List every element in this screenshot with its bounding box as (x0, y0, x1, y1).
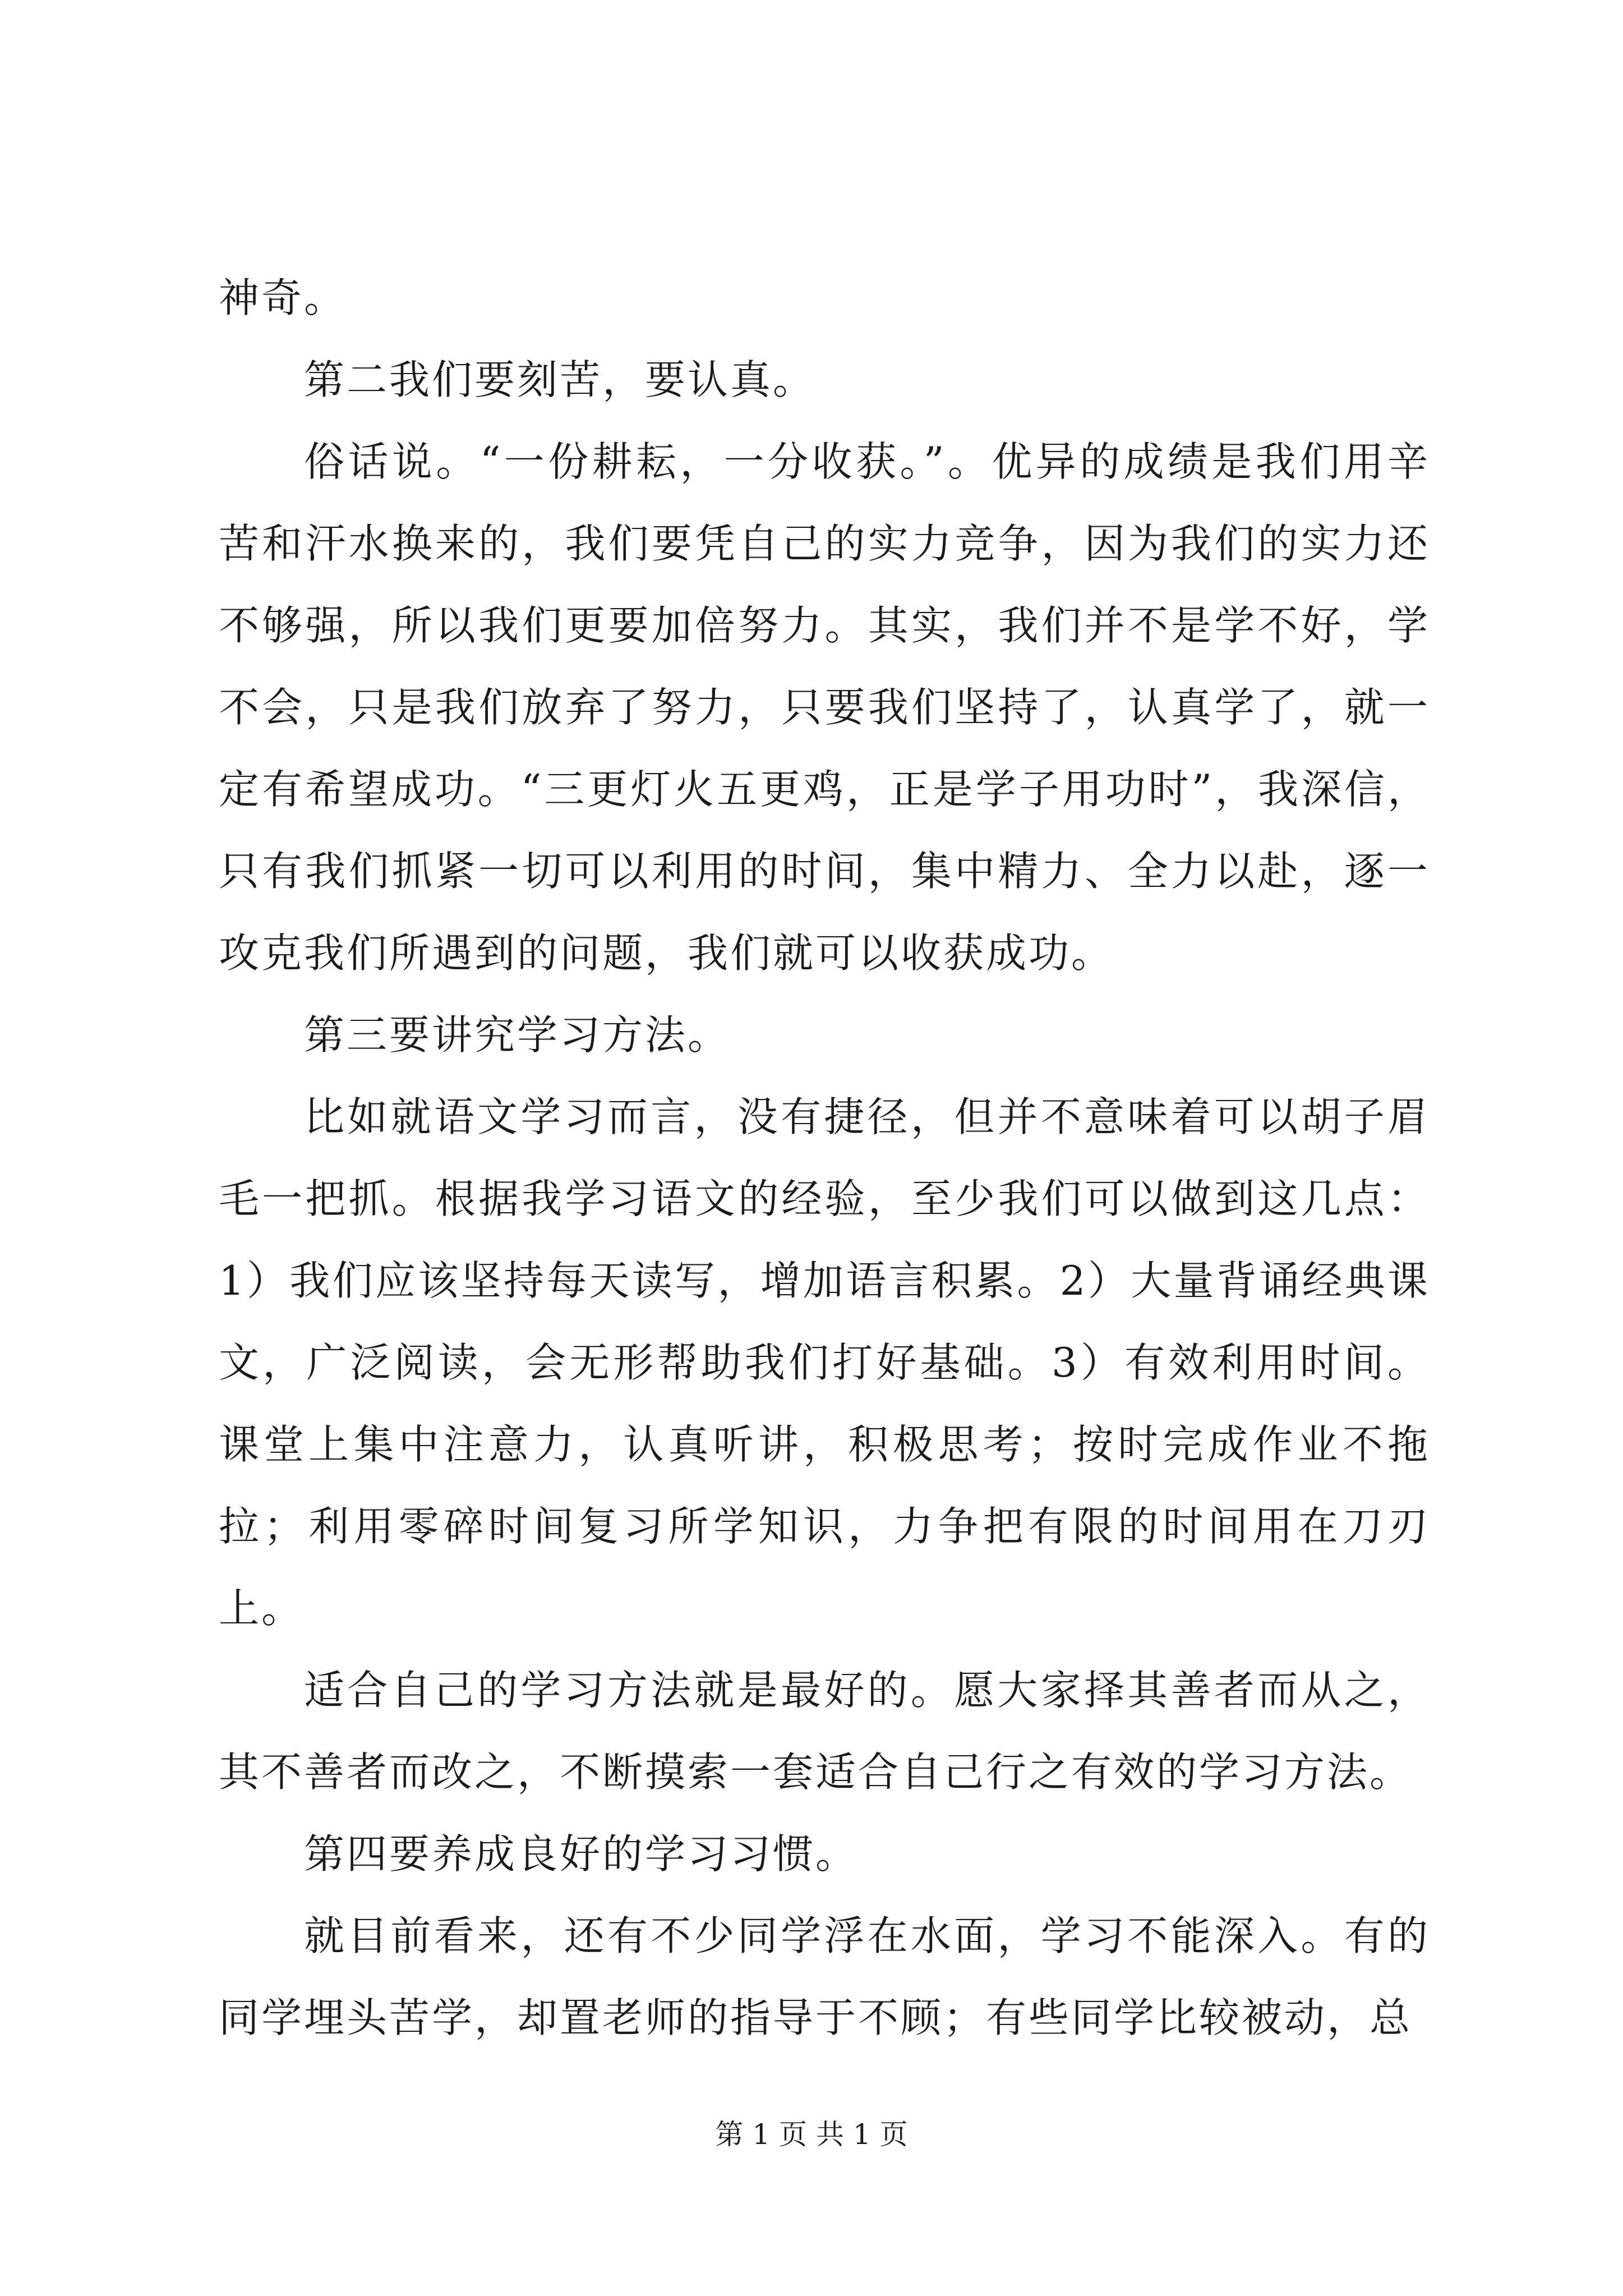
paragraph-2: 第二我们要刻苦，要认真。 (304, 356, 816, 403)
paragraph-7: 第四要养成良好的学习习惯。 (304, 1830, 859, 1878)
page-number-label: 第 1 页 共 1 页 (715, 2118, 908, 2151)
page-footer (0, 2115, 1623, 2154)
paragraph-4: 第三要讲究学习方法。 (304, 1011, 731, 1059)
paragraph-1: 神奇。 (219, 274, 347, 321)
paragraph-8: 就目前看来，还有不少同学浮在水面，学习不能深入。有的同学埋头苦学，却置老师的指导于不顾；有些同学比较被动，总 (219, 1912, 1430, 2041)
paragraph-5: 比如就语文学习而言，没有捷径，但并不意味着可以胡子眉毛一把抓。根据我学习语文的经验，至少我们可以做到这几点：1）我们应该坚持每天读写，增加语言积累。2）大量背诵经典课文，广泛阅读，会无形帮助我们打好基础。3）有效利用时间。课堂上集中注意力，认真听讲，积极思考；按时完成作业不拖拉；利用零碎时间复习所学知识，力争把有限的时间用在刀刃上。 (219, 1093, 1430, 1632)
paragraph-3: 俗话说。“一份耕耘，一分收获。”。优异的成绩是我们用辛苦和汗水换来的，我们要凭自己的实力竞争，因为我们的实力还不够强，所以我们更要加倍努力。其实，我们并不是学不好，学不会，只是我们放弃了努力，只要我们坚持了，认真学了，就一定有希望成功。“三更灯火五更鸡，正是学子用功时”，我深信，只有我们抓紧一切可以利用的时间，集中精力、全力以赴，逐一攻克我们所遇到的问题，我们就可以收获成功。 (219, 438, 1430, 977)
paragraph-6: 适合自己的学习方法就是最好的。愿大家择其善者而从之，其不善者而改之，不断摸索一套适合自己行之有效的学习方法。 (219, 1667, 1430, 1796)
document-body (219, 257, 1430, 2059)
